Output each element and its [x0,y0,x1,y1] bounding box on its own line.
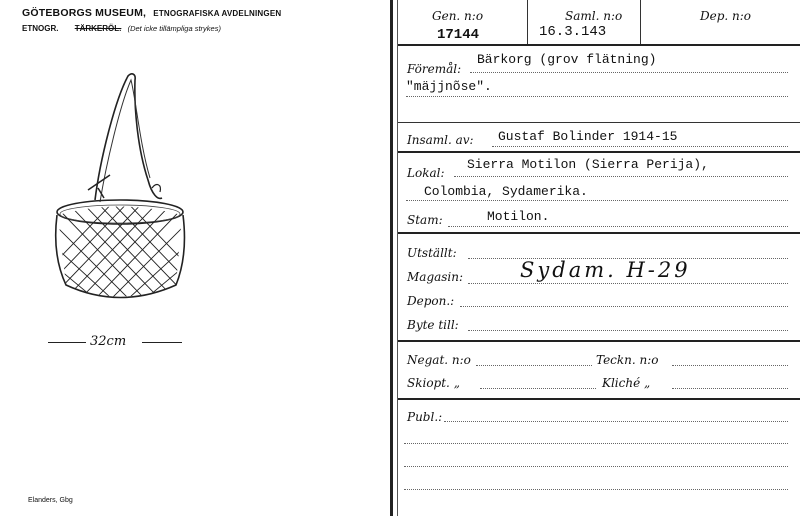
rule-3 [398,232,800,234]
foremal-line2: "mäjjnõse". [406,79,492,94]
saml-value: 16.3.143 [539,24,607,40]
depon-dots [460,306,788,307]
rule-header [398,44,800,46]
card-divider-thin [397,0,398,516]
insaml-value: Gustaf Bolinder 1914-15 [498,129,678,144]
basket-sketch [40,70,200,330]
struck-label: TÄRKERÖL. [74,24,122,33]
insaml-dots [492,146,788,147]
saml-label: Saml. n:o [565,9,623,23]
stam-label: Stam: [407,213,443,227]
depon-label: Depon.: [407,294,455,308]
magasin-value: Sydam. H-29 [520,258,691,282]
rule-1 [398,122,800,123]
byte-label: Byte till: [407,318,459,332]
kliche-dots [672,388,788,389]
rule-2 [398,151,800,153]
gen-label: Gen. n:o [432,9,484,23]
header-col-sep-1 [527,0,528,44]
etnogr-label: ETNOGR. [22,24,59,33]
lokal-line1: Sierra Motilon (Sierra Perija), [467,157,709,172]
foremal-label: Föremål: [407,62,462,76]
stam-value: Motilon. [487,209,550,224]
rule-4 [398,340,800,342]
stam-dots [448,226,788,227]
printer-label: Elanders, Gbg [28,497,73,504]
publ-dots-4 [404,489,788,490]
byte-dots [468,330,788,331]
header-note: (Det icke tillämpliga strykes) [127,24,221,33]
negat-dots [476,365,592,366]
size-line-right [142,342,182,343]
size-line-left [48,342,86,343]
museum-name: GÖTEBORGS MUSEUM, [22,7,147,19]
publ-dots-3 [404,466,788,467]
magasin-label: Magasin: [407,270,464,284]
teckn-label: Teckn. n:o [596,353,659,367]
lokal-label: Lokal: [407,166,445,180]
skiopt-dots [480,388,596,389]
foremal-dots-2 [406,96,788,97]
foremal-dots-1 [470,72,788,73]
negat-label: Negat. n:o [407,353,471,367]
insaml-label: Insaml. av: [407,133,474,147]
header-line2 [22,24,221,33]
publ-dots-1 [444,421,788,422]
kliche-label: Kliché „ [602,376,651,390]
publ-dots-2 [404,443,788,444]
department-name: ETNOGRAFISKA AVDELNINGEN [153,9,282,18]
gen-value: 17144 [437,27,480,43]
card-divider [390,0,393,516]
lokal-line2: Colombia, Sydamerika. [424,184,588,199]
magasin-dots [468,283,788,284]
header-col-sep-2 [640,0,641,44]
rule-5 [398,398,800,400]
publ-label: Publ.: [407,410,443,424]
utstallt-label: Utställt: [407,246,457,260]
museum-header [22,7,281,19]
skiopt-label: Skiopt. „ [407,376,460,390]
basket-drawing [40,70,200,330]
teckn-dots [672,365,788,366]
size-label: 32cm [90,334,127,349]
lokal-dots-2 [406,200,788,201]
foremal-line1: Bärkorg (grov flätning) [477,52,657,67]
dep-label: Dep. n:o [700,9,752,23]
lokal-dots-1 [454,176,788,177]
